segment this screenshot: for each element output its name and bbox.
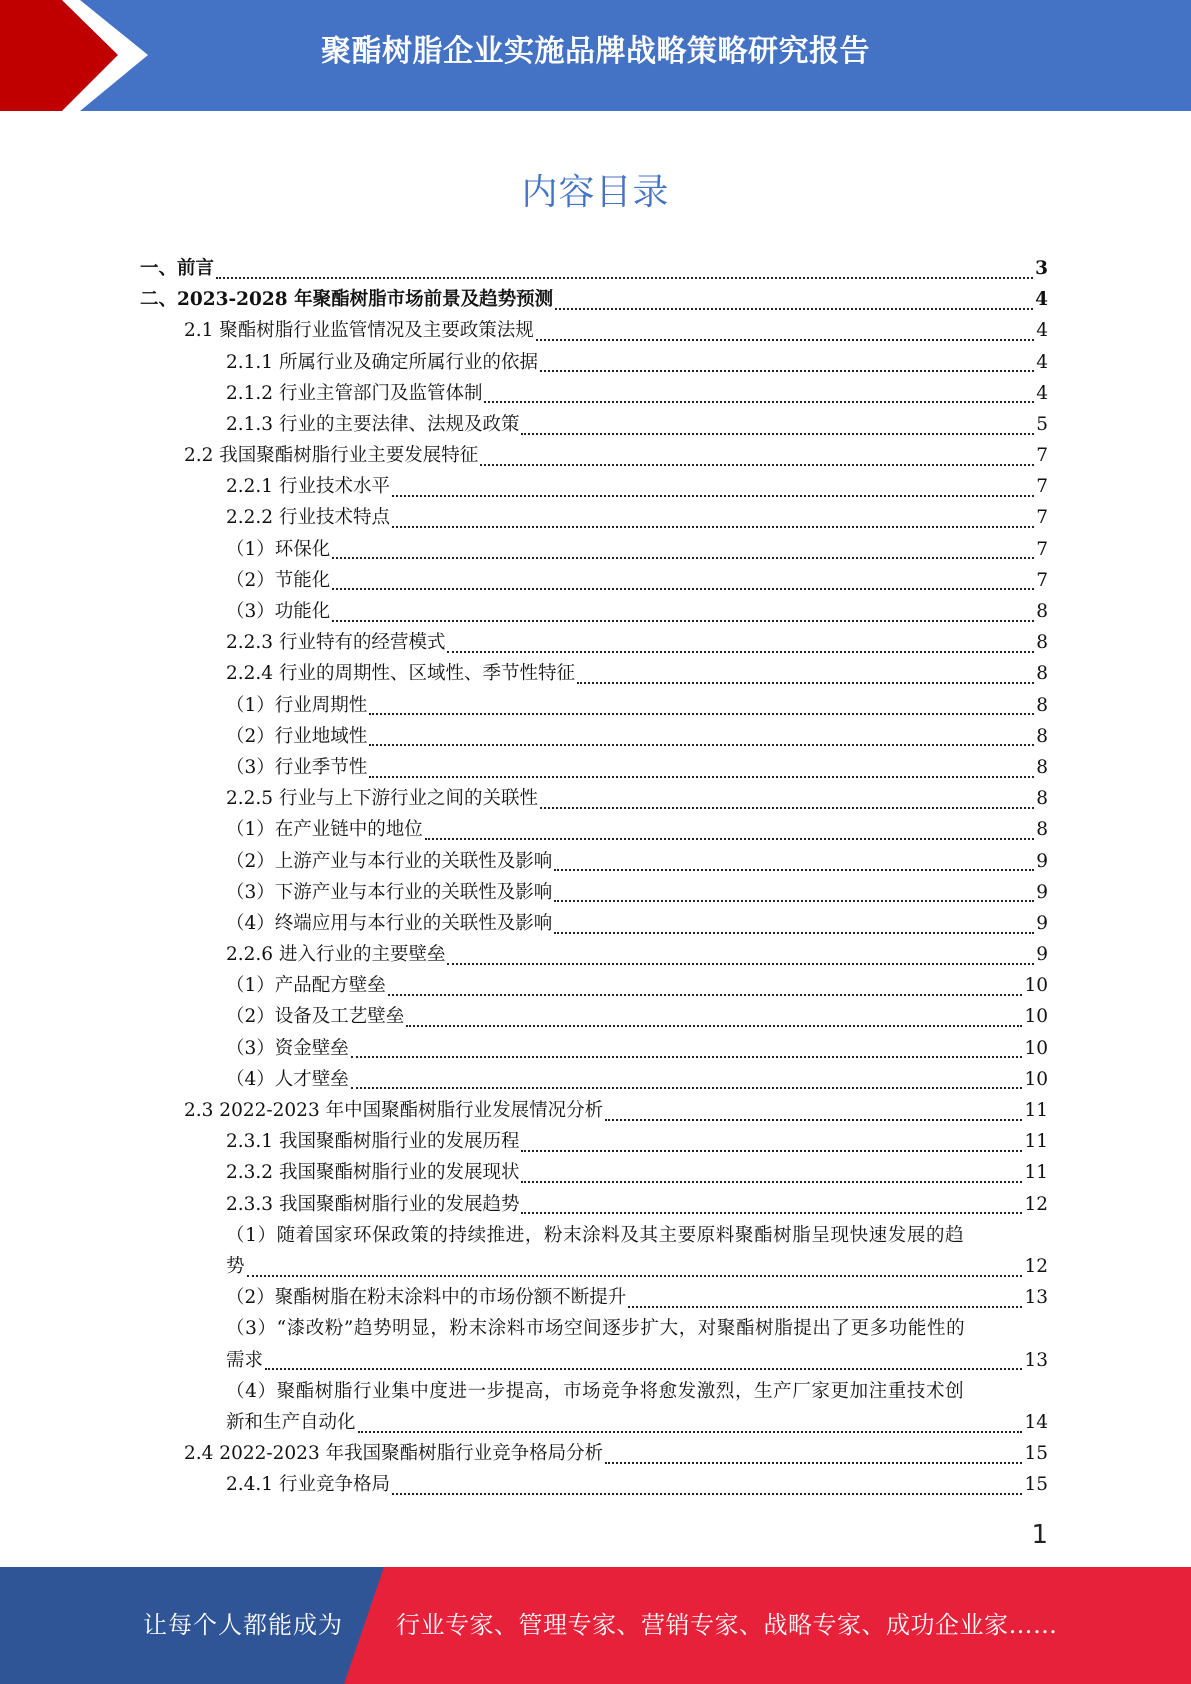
toc-entry[interactable] [140,658,1048,689]
toc-entry-page: 8 [1036,694,1048,716]
toc-dot-leader [351,1048,1023,1058]
toc-entry[interactable] [140,409,1048,440]
toc-heading: 内容目录 [521,172,670,213]
toc-entry[interactable] [140,877,1048,908]
toc-entry-page: 8 [1036,756,1048,778]
toc-dot-leader [425,830,1034,840]
toc-entry[interactable] [140,565,1048,596]
toc-entry-label: （2）行业地域性 [226,725,368,747]
toc-entry-label: 2.1.3 行业的主要法律、法规及政策 [226,413,520,435]
toc-entry-page: 8 [1036,725,1048,747]
toc-entry[interactable] [140,814,1048,845]
toc-entry-page: 7 [1036,569,1048,591]
toc-entry-continuation[interactable] [140,1251,1048,1282]
toc-entry-page: 7 [1036,476,1048,498]
toc-entry-label: 2.1.2 行业主管部门及监管体制 [226,382,483,404]
toc-entry-page: 11 [1024,1131,1048,1153]
toc-dot-leader [332,580,1034,590]
toc-entry-label: （2）节能化 [226,569,331,591]
toc-entry-page: 10 [1024,1068,1048,1090]
toc-entry-page: 12 [1024,1193,1048,1215]
toc-dot-leader [358,1423,1023,1433]
toc-dot-leader [554,892,1034,902]
toc-entry-page: 7 [1036,507,1048,529]
toc-entry[interactable] [140,939,1048,970]
toc-entry[interactable] [140,846,1048,877]
toc-entry-page: 7 [1036,445,1048,467]
toc-entry-label: 2.3.1 我国聚酯树脂行业的发展历程 [226,1131,520,1153]
toc-entry-label: （1）环保化 [226,538,331,560]
toc-entry-label: 2.3.2 我国聚酯树脂行业的发展现状 [226,1162,520,1184]
toc-entry-page: 10 [1024,1037,1048,1059]
toc-dot-leader [521,1204,1022,1214]
toc-entry-page: 15 [1024,1474,1048,1496]
toc-entry-page: 9 [1036,944,1048,966]
toc-entry[interactable] [140,627,1048,658]
toc-entry-label: 2.4.1 行业竞争格局 [226,1474,390,1496]
toc-entry[interactable] [140,1282,1048,1313]
toc-entry[interactable] [140,690,1048,721]
toc-dot-leader [521,1173,1022,1183]
toc-dot-leader [605,1454,1022,1464]
toc-entry[interactable] [140,284,1048,315]
toc-entry[interactable] [140,534,1048,565]
toc-entry[interactable] [140,1033,1048,1064]
toc-dot-leader [351,1079,1023,1089]
toc-entry-label: （1）产品配方壁垒 [226,975,386,997]
toc-entry-label: 二、2023-2028 年聚酯树脂市场前景及趋势预测 [140,289,554,311]
toc-entry-page: 3 [1035,257,1048,279]
toc-entry[interactable] [140,503,1048,534]
toc-entry-label: （3）资金壁垒 [226,1037,349,1059]
toc-entry-label: （1）随着国家环保政策的持续推进，粉末涂料及其主要原料聚酯树脂呈现快速发展的趋 [226,1224,965,1246]
toc-entry[interactable] [140,596,1048,627]
toc-entry-page: 5 [1036,413,1048,435]
toc-entry[interactable] [140,347,1048,378]
toc-dot-leader [369,736,1034,746]
toc-dot-leader [554,861,1034,871]
page-number: 1 [1031,1520,1048,1550]
toc-dot-leader [577,674,1034,684]
toc-entry-page: 10 [1024,1006,1048,1028]
toc-dot-leader [265,1360,1022,1370]
toc-entry-page: 8 [1036,819,1048,841]
toc-entry-label-continuation: 新和生产自动化 [226,1411,356,1433]
toc-entry-label: （4）人才壁垒 [226,1068,349,1090]
toc-entry[interactable] [140,440,1048,471]
toc-entry-label: （2）设备及工艺壁垒 [226,1006,405,1028]
toc-entry[interactable] [140,752,1048,783]
toc-entry-label: 2.2.6 进入行业的主要壁垒 [226,944,446,966]
toc-entry[interactable] [140,1438,1048,1469]
toc-entry-label: （3）下游产业与本行业的关联性及影响 [226,881,553,903]
report-title: 聚酯树脂企业实施品牌战略策略研究报告 [321,34,870,69]
toc-entry-page: 11 [1024,1100,1048,1122]
toc-entry-label-continuation: 需求 [226,1349,264,1371]
header-banner [0,0,1191,111]
toc-dot-leader [392,1485,1022,1495]
toc-entry-page: 12 [1024,1255,1048,1277]
toc-entry-page: 7 [1036,538,1048,560]
toc-entry-label: 2.2.5 行业与上下游行业之间的关联性 [226,788,538,810]
toc-entry-page: 10 [1024,975,1048,997]
toc-dot-leader [369,705,1034,715]
toc-entry-page: 9 [1036,881,1048,903]
toc-entry[interactable] [140,1220,1048,1251]
toc-dot-leader [521,1142,1022,1152]
toc-dot-leader [540,362,1034,372]
toc-entry-page: 13 [1024,1349,1048,1371]
toc-entry-label: （2）聚酯树脂在粉末涂料中的市场份额不断提升 [226,1287,627,1309]
toc-dot-leader [216,269,1033,279]
toc-dot-leader [332,612,1034,622]
toc-dot-leader [536,331,1034,341]
toc-entry-label: 2.2.4 行业的周期性、区域性、季节性特征 [226,663,575,685]
toc-dot-leader [555,300,1033,310]
toc-entry-page: 8 [1036,663,1048,685]
toc-dot-leader [332,549,1034,559]
toc-dot-leader [247,1267,1023,1277]
toc-dot-leader [484,393,1034,403]
toc-entry-continuation[interactable] [140,1345,1048,1376]
footer-banner [0,1567,1191,1684]
toc-entry-label: 2.2.3 行业特有的经营模式 [226,632,446,654]
toc-entry-page: 14 [1024,1411,1048,1433]
toc-entry-page: 15 [1024,1443,1048,1465]
toc-dot-leader [447,955,1034,965]
toc-entry[interactable] [140,783,1048,814]
toc-entry[interactable] [140,970,1048,1001]
toc-dot-leader [605,1111,1022,1121]
toc-entry-page: 8 [1036,601,1048,623]
toc-entry[interactable] [140,315,1048,346]
toc-entry-label: 一、前言 [140,257,215,279]
toc-entry[interactable] [140,1376,1048,1407]
toc-dot-leader [369,768,1034,778]
table-of-contents [140,253,1048,1501]
toc-entry-label: （3）行业季节性 [226,756,368,778]
toc-dot-leader [388,986,1023,996]
toc-dot-leader [447,643,1034,653]
toc-entry-label: （3）功能化 [226,601,331,623]
toc-dot-leader [628,1298,1022,1308]
toc-entry-label: （2）上游产业与本行业的关联性及影响 [226,850,553,872]
toc-dot-leader [406,1017,1022,1027]
toc-entry-label: 2.1 聚酯树脂行业监管情况及主要政策法规 [184,320,534,342]
toc-entry-label: （3）“漆改粉”趋势明显，粉末涂料市场空间逐步扩大，对聚酯树脂提出了更多功能性的 [226,1318,966,1340]
toc-entry-page: 9 [1036,912,1048,934]
toc-entry-page: 9 [1036,850,1048,872]
footer-slogan-left: 让每个人都能成为 [143,1611,343,1639]
toc-entry[interactable] [140,1469,1048,1500]
toc-entry[interactable] [140,1002,1048,1033]
toc-entry-label: （4）聚酯树脂行业集中度进一步提高，市场竞争将愈发激烈，生产厂家更加注重技术创 [226,1380,965,1402]
toc-dot-leader [480,456,1034,466]
toc-entry-label: （1）行业周期性 [226,694,368,716]
toc-entry-page: 4 [1036,320,1048,342]
toc-entry-page: 11 [1024,1162,1048,1184]
toc-entry[interactable] [140,1095,1048,1126]
toc-entry-label: 2.2.2 行业技术特点 [226,507,390,529]
toc-entry-page: 4 [1035,289,1048,311]
toc-entry[interactable] [140,908,1048,939]
toc-entry-page: 13 [1024,1287,1048,1309]
toc-entry-label: （1）在产业链中的地位 [226,819,423,841]
toc-entry[interactable] [140,471,1048,502]
toc-entry-page: 4 [1036,351,1048,373]
toc-entry[interactable] [140,721,1048,752]
toc-entry-label: 2.2 我国聚酯树脂行业主要发展特征 [184,445,479,467]
toc-entry[interactable] [140,253,1048,284]
toc-dot-leader [540,799,1034,809]
toc-entry-page: 8 [1036,788,1048,810]
toc-entry[interactable] [140,378,1048,409]
toc-entry-label: 2.2.1 行业技术水平 [226,476,390,498]
toc-dot-leader [392,518,1034,528]
toc-dot-leader [554,924,1034,934]
toc-entry[interactable] [140,1064,1048,1095]
toc-entry-label: 2.1.1 所属行业及确定所属行业的依据 [226,351,538,373]
toc-dot-leader [521,425,1034,435]
toc-entry-label: 2.3.3 我国聚酯树脂行业的发展趋势 [226,1193,520,1215]
toc-entry-page: 4 [1036,382,1048,404]
toc-entry-label: 2.4 2022-2023 年我国聚酯树脂行业竞争格局分析 [184,1443,604,1465]
toc-entry-page: 8 [1036,632,1048,654]
toc-entry[interactable] [140,1189,1048,1220]
toc-entry[interactable] [140,1157,1048,1188]
toc-entry-label: （4）终端应用与本行业的关联性及影响 [226,912,553,934]
toc-entry-label-continuation: 势 [226,1255,245,1277]
toc-dot-leader [392,487,1034,497]
toc-entry-continuation[interactable] [140,1407,1048,1438]
footer-slogan-right: 行业专家、管理专家、营销专家、战略专家、成功企业家…… [396,1611,1058,1639]
toc-entry-label: 2.3 2022-2023 年中国聚酯树脂行业发展情况分析 [184,1100,604,1122]
toc-entry[interactable] [140,1126,1048,1157]
toc-entry[interactable] [140,1313,1048,1344]
